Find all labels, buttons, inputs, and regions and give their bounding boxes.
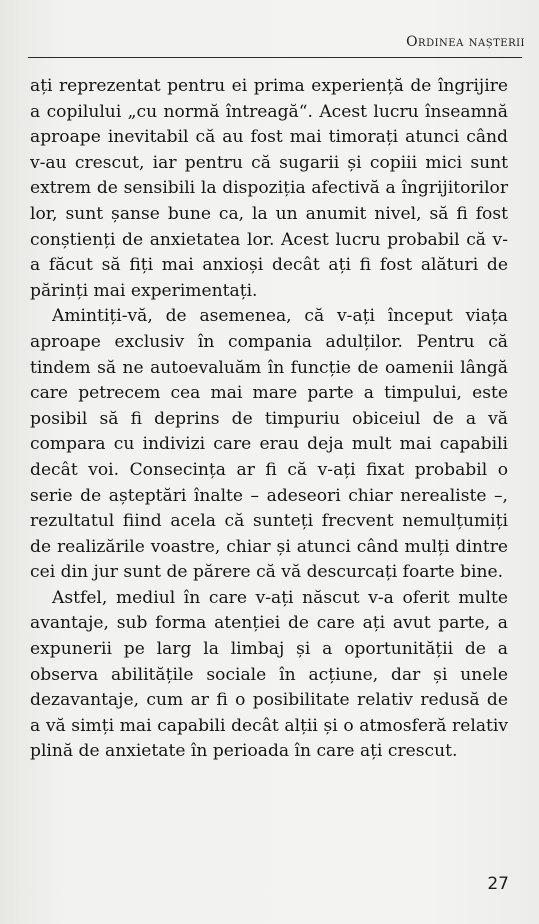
- paragraph-continued: ați reprezentat pentru ei prima experiență de îngrijire a copilului „cu normă întreagă“. Acest lucru înseamnă aproape inevitabil că au fost mai timorați atunci când v-au crescut, iar pentru că sugarii și copiii mici sunt extrem de sensibili la dispoziția afectivă a îngrijitorilor lor, sunt șanse bune ca, la un anumit nivel, să fi fost conștienți de anxietatea lor. Acest lucru probabil că v-a făcut să fiți mai anxioși decât ați fi fost alături de părinți mai experimentați.: [30, 76, 508, 301]
- paragraph: Astfel, mediul în care v-ați născut v-a oferit multe avantaje, sub forma atenției de care ați avut parte, a expunerii pe larg la limbaj și a oportunității de a observa abilitățile sociale în acțiune, dar și unele dezavantaje, cum ar fi o posibilitate relativ redusă de a vă simți mai capabili decât alții și o atmosferă relativ plină de anxietate în perioada în care ați crescut.: [30, 587, 508, 762]
- running-header: Ordinea nașterii: [406, 34, 525, 50]
- header-rule: [28, 57, 522, 58]
- paragraph: Amintiți-vă, de asemenea, că v-ați început viața aproape exclusiv în compania adulților. Pentru că tindem să ne autoevaluăm în funcție de oamenii lângă care petrecem cea mai mare parte a timpului, este posibil să fi deprins de timpuriu obiceiul de a vă compara cu indivizi care erau deja mult mai capabili decât voi. Consecința ar fi că v-ați fixat probabil o serie de așteptări înalte – adeseori chiar nerealiste –, rezultatul fiind acela că sunteți frecvent nemulțumiți de realizările voastre, chiar și atunci când mulți dintre cei din jur sunt de părere că vă descurcați foarte bine.: [30, 306, 508, 583]
- page-number: 27: [487, 874, 509, 894]
- body-text: [30, 74, 508, 765]
